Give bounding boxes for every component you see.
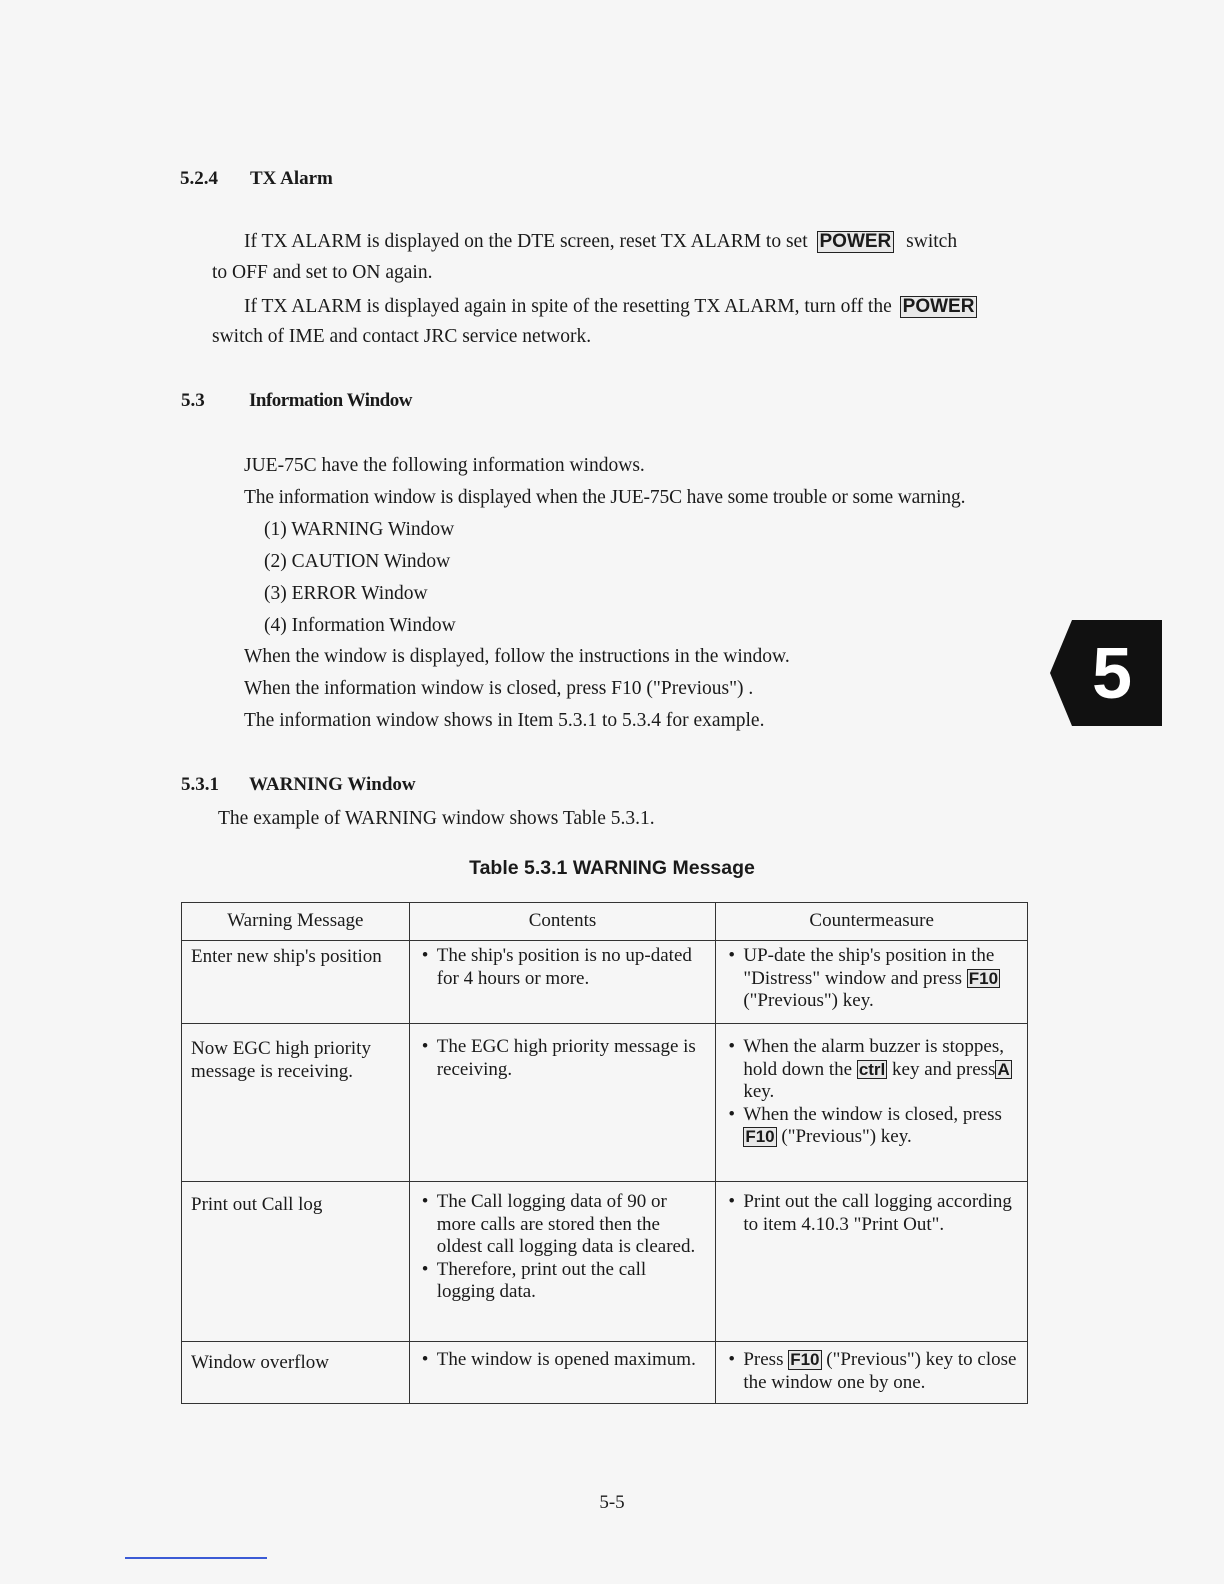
power-key: POWER	[817, 231, 895, 253]
paragraph-text: If TX ALARM is displayed again in spite of the resetting TX ALARM, turn off the	[244, 296, 892, 317]
section-title: Information Window	[249, 390, 412, 411]
column-header: Countermeasure	[716, 903, 1028, 941]
paragraph-line: The example of WARNING window shows Table 5.3.1.	[218, 808, 655, 829]
warning-message-cell: Window overflow	[182, 1342, 410, 1404]
bullet-item: • Therefore, print out the call logging data.	[420, 1259, 708, 1304]
bullet-text: When the window is closed, press	[743, 1103, 1002, 1125]
bullet-item: • The EGC high priority message is receiving.	[420, 1036, 708, 1081]
table-row	[182, 941, 1028, 1024]
countermeasure-cell	[716, 1182, 1028, 1342]
countermeasure-cell	[716, 941, 1028, 1024]
page-number: 5-5	[599, 1492, 625, 1513]
bullet-text: UP-date the ship's position in the "Distress" window and press	[743, 945, 995, 989]
paragraph-line: When the information window is closed, press F10 ("Previous") .	[244, 678, 754, 699]
bullet-item	[726, 1104, 1019, 1149]
table-row	[182, 1024, 1028, 1182]
column-header: Contents	[409, 903, 716, 941]
bullet-text: key.	[743, 1081, 775, 1102]
paragraph-line: switch of IME and contact JRC service network.	[212, 326, 592, 347]
warning-table	[181, 902, 1028, 1404]
warning-message-cell: Print out Call log	[182, 1182, 410, 1342]
section-number: 5.3	[181, 390, 205, 411]
countermeasure-cell	[716, 1024, 1028, 1182]
bullet-item: • The ship's position is no up-dated for 4 hours or more.	[420, 945, 708, 990]
bullet-item: • The Call logging data of 90 or more calls are stored then the oldest call logging data is cleared.	[420, 1191, 708, 1259]
column-header: Warning Message	[182, 903, 410, 941]
paragraph-text: switch	[906, 231, 958, 252]
footer-rule	[125, 1557, 267, 1559]
bullet-text: key and press	[892, 1058, 996, 1080]
table-row	[182, 1182, 1028, 1342]
paragraph-line: JUE-75C have the following information windows.	[244, 455, 645, 476]
paragraph-line: The information window shows in Item 5.3.1 to 5.3.4 for example.	[244, 710, 765, 731]
list-item: (3) ERROR Window	[264, 583, 428, 604]
power-key: POWER	[900, 296, 978, 318]
bullet-text: ("Previous") key.	[781, 1126, 912, 1147]
bullet-text: ("Previous") key to close the window one by one.	[743, 1349, 1017, 1393]
warning-message-cell: Now EGC high priority message is receiving.	[182, 1024, 410, 1182]
contents-cell	[409, 1024, 716, 1182]
bullet-item	[726, 945, 1019, 1013]
ctrl-key: ctrl	[858, 1059, 886, 1079]
contents-cell	[409, 941, 716, 1024]
section-number: 5.2.4	[180, 168, 218, 189]
bullet-text: ("Previous") key.	[743, 990, 874, 1011]
paragraph-line: When the window is displayed, follow the instructions in the window.	[244, 646, 790, 667]
bullet-item	[726, 1036, 1019, 1104]
section-title: WARNING Window	[249, 774, 416, 795]
table-row	[182, 1342, 1028, 1404]
paragraph-line	[244, 296, 977, 318]
contents-cell	[409, 1182, 716, 1342]
chapter-tab	[1050, 620, 1162, 726]
paragraph-line: The information window is displayed when the JUE-75C have some trouble or some warning.	[244, 487, 966, 508]
warning-message-cell: Enter new ship's position	[182, 941, 410, 1024]
a-key: A	[997, 1059, 1010, 1079]
list-item: (4) Information Window	[264, 615, 456, 636]
bullet-item: • Print out the call logging according to item 4.10.3 "Print Out".	[726, 1191, 1019, 1236]
bullet-text: Press	[743, 1349, 784, 1370]
f10-key: F10	[968, 968, 999, 988]
bullet-item: • The window is opened maximum.	[420, 1349, 708, 1372]
f10-key: F10	[790, 1350, 820, 1369]
list-item: (1) WARNING Window	[264, 519, 455, 540]
paragraph-text: If TX ALARM is displayed on the DTE screen, reset TX ALARM to set	[244, 231, 808, 252]
bullet-text: When the alarm buzzer is stoppes, hold down the	[743, 1036, 1004, 1080]
table-caption: Table 5.3.1 WARNING Message	[469, 857, 755, 879]
chapter-tab-number: 5	[1091, 634, 1133, 714]
countermeasure-cell	[716, 1342, 1028, 1404]
contents-cell	[409, 1342, 716, 1404]
paragraph-line: to OFF and set to ON again.	[212, 262, 433, 283]
section-title: TX Alarm	[250, 168, 333, 189]
paragraph-line	[244, 231, 957, 253]
f10-key: F10	[745, 1127, 775, 1146]
table-header-row	[182, 903, 1028, 941]
bullet-item	[726, 1349, 1019, 1394]
list-item: (2) CAUTION Window	[264, 551, 451, 572]
section-number: 5.3.1	[181, 774, 219, 795]
